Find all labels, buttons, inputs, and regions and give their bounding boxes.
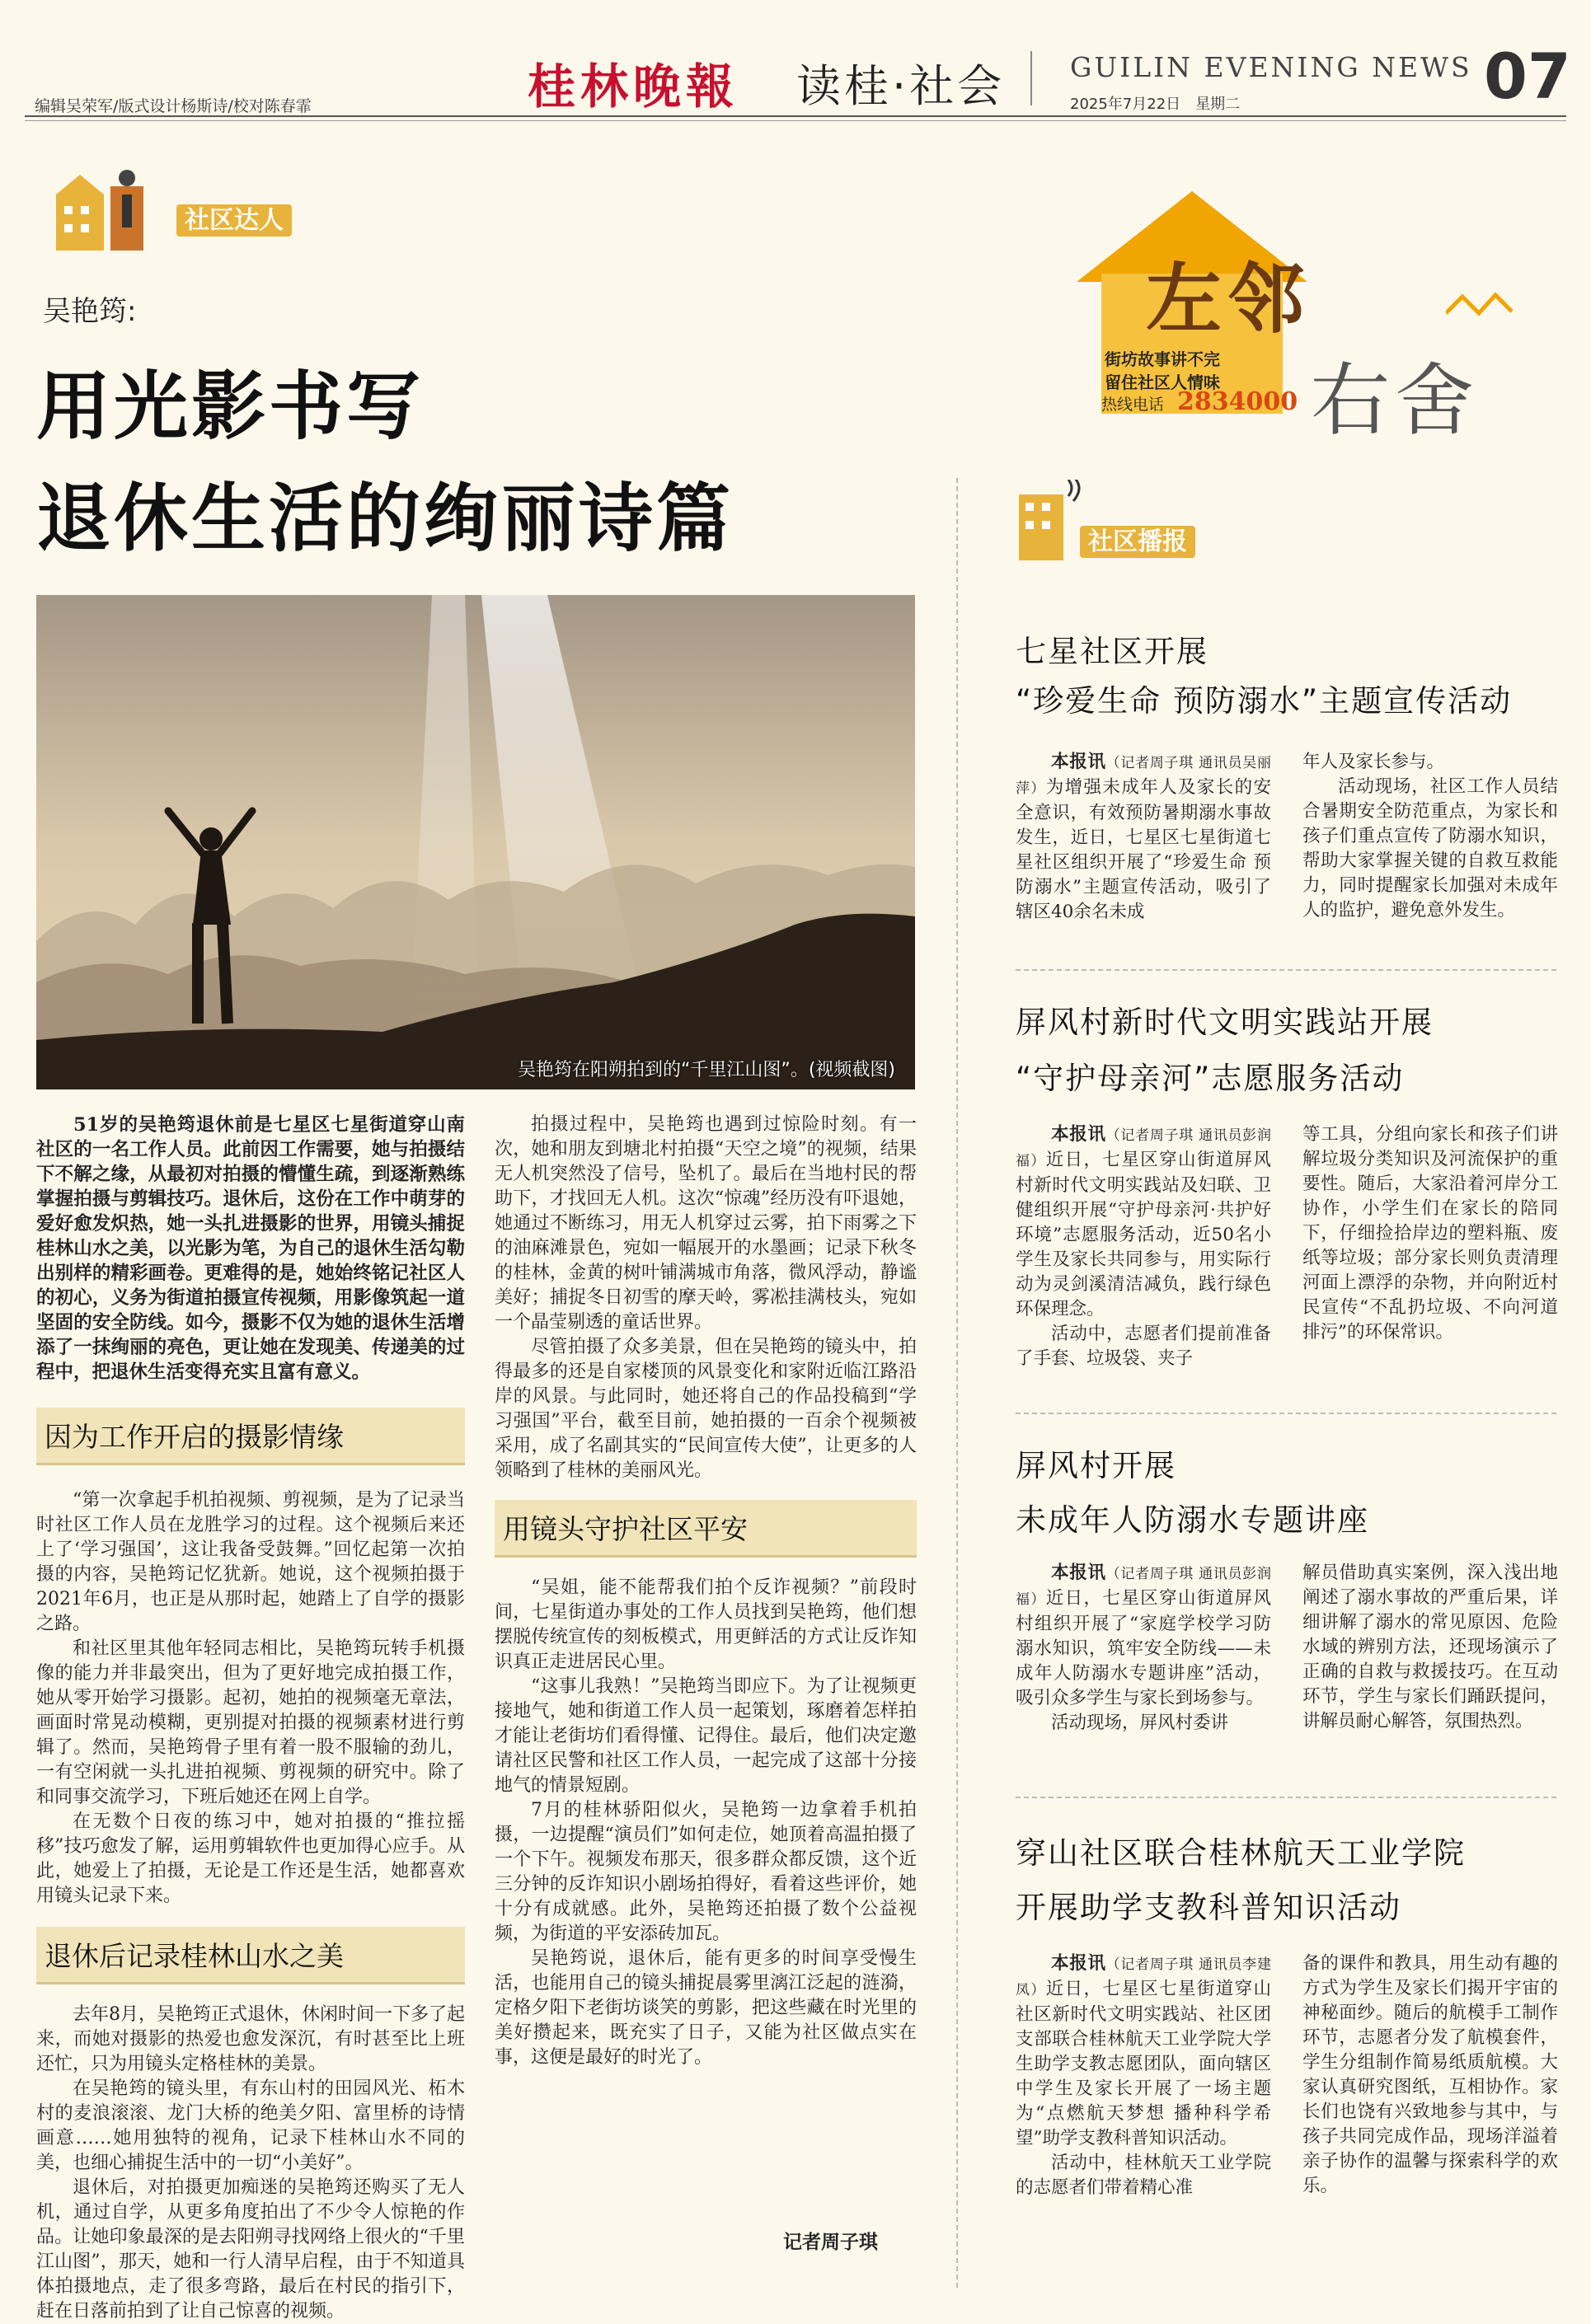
news-credit: （记者周子琪 通讯员彭润福）	[1016, 1566, 1271, 1608]
section-title: 读桂·社会	[796, 60, 1006, 112]
news-text: 近日，七星区穿山街道屏风村组织开展了“家庭学校学习防溺水知识，筑牢安全防线——未成年人防溺水专题讲座”活动，吸引众多学生与家长到场参与。	[1016, 1588, 1272, 1708]
page-number: 07	[1484, 40, 1571, 113]
news-1-col-b	[1302, 750, 1558, 923]
article-column-2	[495, 1113, 917, 2070]
news-byline: 本报讯	[1051, 752, 1106, 772]
broadcast-building-icon	[1014, 480, 1088, 565]
news-2-title-1: 屏风村新时代文明实践站开展	[1016, 1005, 1434, 1040]
paragraph: 在无数个日夜的练习中，她对拍摄的“推拉摇移”技巧愈发了解，运用剪辑软件也更加得心应手。从此，她爱上了拍摄，无论是工作还是生活，她都喜欢用镜头记录下来。	[36, 1811, 465, 1906]
hotline-label: 热线电话	[1101, 396, 1165, 414]
news-2-col-b	[1302, 1122, 1558, 1345]
masthead-logo: 桂林晚報	[528, 59, 739, 115]
promo-title-1: 左邻	[1146, 255, 1312, 344]
news-1-col-a	[1016, 750, 1271, 925]
news-text: 等工具，分组向家长和孩子们讲解垃圾分类知识及河流保护的重要性。随后，大家沿着河岸分工协作，小学生们在家长的陪同下，仔细捡拾岸边的塑料瓶、废纸等垃圾；部分家长则负责清理河面上漂浮的杂物，并向附近村民宣传“不乱扔垃圾、不向河道排污”的环保常识。	[1302, 1124, 1558, 1342]
news-3-col-b	[1302, 1561, 1558, 1734]
subhead-2: 退休后记录桂林山水之美	[36, 1927, 465, 1984]
article-column-1	[36, 1113, 465, 2324]
paragraph: “第一次拿起手机拍视频、剪视频，是为了记录当时社区工作人员在龙胜学习的过程。这个视频后来还上了‘学习强国’，这让我备受鼓舞。”回忆起第一次拍摄的内容，吴艳筠记忆犹新。她说，这个视频拍摄于2021年6月，也正是从那时起，她踏上了自学的摄影之路。	[36, 1490, 465, 1634]
news-divider	[1016, 1797, 1560, 1798]
news-3-title-2: 未成年人防溺水专题讲座	[1016, 1502, 1369, 1538]
subhead-1: 因为工作开启的摄影情缘	[36, 1408, 465, 1465]
english-name: GUILIN EVENING NEWS	[1070, 51, 1472, 83]
subhead-3: 用镜头守护社区平安	[495, 1500, 917, 1558]
photo-caption: 吴艳筠在阳朔拍到的“千里江山图”。(视频截图)	[518, 1060, 895, 1080]
news-text: 近日，七星区穿山街道屏风村新时代文明实践站及妇联、卫健组织开展“守护母亲河·共护好环境”志愿服务活动，近50名小学生及家长共同参与，用实际行动为灵剑溪清洁减负，践行绿色环保理念。	[1016, 1150, 1272, 1319]
paragraph: 尽管拍摄了众多美景，但在吴艳筠的镜头中，拍得最多的还是自家楼顶的风景变化和家附近临江路沿岸的风景。与此同时，她还将自己的作品投稿到“学习强国”平台，截至目前，她拍摄的一百余个视频被采用，成了名副其实的“民间宣传大使”，让更多的人领略到了桂林的美丽风光。	[495, 1337, 917, 1481]
news-4-title-2: 开展助学支教科普知识活动	[1016, 1890, 1401, 1925]
header-rule-thin	[25, 120, 1566, 121]
news-byline: 本报讯	[1051, 1124, 1106, 1145]
headline-line-1: 用光影书写	[36, 363, 424, 450]
editor-credits: 编辑吴荣军/版式设计杨斯诗/校对陈春霏	[35, 97, 312, 115]
paragraph: 7月的桂林骄阳似火，吴艳筠一边拿着手机拍摄，一边提醒“演员们”如何走位，她顶着高温拍摄了一个下午。视频发布那天，很多群众都反馈，这个近三分钟的反诈知识小剧场拍得好，看着这些评价，她十分有成就感。此外，吴艳筠还拍摄了数个公益视频，为街道的平安添砖加瓦。	[495, 1800, 917, 1944]
news-2-col-a	[1016, 1122, 1271, 1371]
paragraph: “这事儿我熟！”吴艳筠当即应下。为了让视频更接地气，她和街道工作人员一起策划，琢磨着怎样拍才能让老街坊们看得懂、记得住。最后，他们决定邀请社区民警和社区工作人员，一起完成了这部十分接地气的情景短剧。	[495, 1676, 917, 1796]
paragraph: 和社区里其他年轻同志相比，吴艳筠玩转手机摄像的能力并非最突出，但为了更好地完成拍摄工作，她从零开始学习摄影。起初，她拍的视频毫无章法，画面时常晃动模糊，更别提对拍摄的视频素材进行剪辑了。然而，吴艳筠骨子里有着一股不服输的劲儿，一有空闲就一头扎进拍视频、剪视频的研究中。除了和同事交流学习，下班后她还在网上自学。	[36, 1638, 465, 1807]
article-photo	[36, 595, 915, 1089]
news-4-col-a	[1016, 1952, 1271, 2200]
article-lead: 51岁的吴艳筠退休前是七星区七星街道穿山南社区的一名工作人员。此前因工作需要，她与拍摄结下不解之缘，从最初对拍摄的懵懂生疏，到逐渐熟练掌握拍摄与剪辑技巧。退休后，这份在工作中萌芽的爱好愈发炽热，她一头扎进摄影的世界，用镜头捕捉桂林山水之美，以光影为笔，为自己的退休生活勾勒出别样的精彩画卷。更难得的是，她始终铭记社区人的初心，义务为街道拍摄宣传视频，用影像筑起一道坚固的安全防线。如今，摄影不仅为她的退休生活增添了一抹绚丽的亮色，更让她在发现美、传递美的过程中，把退休生活变得充实且富有意义。	[36, 1114, 465, 1383]
issue-date: 2025年7月22日 星期二	[1070, 96, 1241, 113]
header-rule	[25, 115, 1566, 117]
news-2-title-2: “守护母亲河”志愿服务活动	[1016, 1061, 1405, 1096]
news-text: 备的课件和教具，用生动有趣的方式为学生及家长们揭开宇宙的神秘面纱。随后的航模手工制作环节，志愿者分发了航模套件，学生分组制作简易纸质航模。大家认真研究图纸，互相协作。家长们也饶有兴致地参与其中，与孩子共同完成作品，现场洋溢着亲子协作的温馨与探索科学的欢乐。	[1302, 1953, 1558, 2196]
news-text: 解员借助真实案例，深入浅出地阐述了溺水事故的严重后果，详细讲解了溺水的常见原因、危险水域的辨别方法，还现场演示了正确的自救与救援技巧。在互动环节，学生与家长们踊跃提问，讲解员耐心解答，氛围热烈。	[1302, 1563, 1558, 1731]
tag-community-news: 社区播报	[1080, 521, 1195, 557]
news-3-col-a	[1016, 1561, 1271, 1736]
promo-slogan-2: 留住社区人情味	[1105, 372, 1220, 392]
hotline-number: 2834000	[1177, 387, 1298, 416]
promo-slogan-1: 街坊故事讲不完	[1105, 349, 1220, 369]
news-divider	[1016, 969, 1560, 971]
paragraph: 去年8月，吴艳筠正式退休，休闲时间一下多了起来，而她对摄影的热爱也愈发深沉，有时甚至比上班还忙，只为用镜头定格桂林的美景。	[36, 2004, 465, 2074]
building-person-icon	[49, 162, 165, 255]
news-text: 活动中，桂林航天工业学院的志愿者们带着精心准	[1016, 2153, 1271, 2198]
header-divider	[1030, 51, 1032, 105]
news-3-title-1: 屏风村开展	[1016, 1448, 1176, 1483]
paragraph: “吴姐，能不能帮我们拍个反诈视频？”前段时间，七星街道办事处的工作人员找到吴艳筠，他们想摆脱传统宣传的刻板模式，用更鲜活的方式让反诈知识真正走进居民心里。	[495, 1577, 917, 1672]
landscape-photo	[36, 595, 915, 1089]
column-divider	[956, 478, 958, 2291]
news-text: 为增强未成年人及家长的安全意识，有效预防暑期溺水事故发生，近日，七星区七星街道七星社区组织开展了“珍爱生命 预防溺水”主题宣传活动，吸引了辖区40余名未成	[1016, 777, 1272, 922]
tag-community-talent: 社区达人	[176, 199, 292, 236]
news-byline: 本报讯	[1051, 1563, 1106, 1583]
article-author: 记者周子琪	[783, 2232, 878, 2253]
news-byline: 本报讯	[1051, 1953, 1106, 1974]
paragraph: 吴艳筠说，退休后，能有更多的时间享受慢生活，也能用自己的镜头捕捉晨雾里漓江泛起的涟漪，定格夕阳下老街坊谈笑的剪影，把这些藏在时光里的美好攒起来，既充实了日子，又能为社区做点实在事，这便是最好的时光了。	[495, 1948, 917, 2068]
news-text: 活动现场，社区工作人员结合暑期安全防范重点，为家长和孩子们重点宣传了防溺水知识，帮助大家掌握关键的自救互救能力，同时提醒家长加强对未成年人的监护，避免意外发生。	[1302, 776, 1558, 921]
news-1-title-2: “珍爱生命 预防溺水”主题宣传活动	[1016, 683, 1513, 719]
paragraph: 在吴艳筠的镜头里，有东山村的田园风光、柘木村的麦浪滚滚、龙门大桥的绝美夕阳、富里桥的诗情画意……她用独特的视角，记录下桂林山水不同的美，也细心捕捉生活中的一切“小美好”。	[36, 2078, 465, 2173]
promo-title-2: 右舍	[1311, 354, 1479, 447]
headline-line-2: 退休生活的绚丽诗篇	[36, 476, 734, 562]
chimney-icon	[1446, 288, 1520, 325]
news-text: 活动现场，屏风村委讲	[1051, 1713, 1229, 1733]
news-4-title-1: 穿山社区联合桂林航天工业学院	[1016, 1835, 1466, 1871]
news-text: 活动中，志愿者们提前准备了手套、垃圾袋、夹子	[1016, 1324, 1271, 1369]
article-kicker: 吴艳筠:	[43, 295, 137, 328]
news-1-title-1: 七星社区开展	[1016, 634, 1209, 669]
news-credit: （记者周子琪 通讯员彭润福）	[1016, 1127, 1271, 1169]
news-credit: （记者周子琪 通讯员李建凤）	[1016, 1956, 1271, 1998]
paragraph: 退休后，对拍摄更加痴迷的吴艳筠还购买了无人机，通过自学，从更多角度拍出了不少令人惊艳的作品。让她印象最深的是去阳朔寻找网络上很火的“千里江山图”，那天，她和一行人清早启程，由于不知道具体拍摄地点，走了很多弯路，最后在村民的指引下，赶在日落前拍到了让自己惊喜的视频。	[36, 2177, 465, 2322]
news-divider	[1016, 1413, 1560, 1414]
news-text: 近日，七星区七星街道穿山社区新时代文明实践站、社区团支部联合桂林航天工业学院大学生助学支教志愿团队，面向辖区中学生及家长开展了一场主题为“点燃航天梦想 播种科学希望”助学支教科普知识活动。	[1016, 1979, 1272, 2148]
news-text: 年人及家长参与。	[1302, 752, 1445, 772]
paragraph: 拍摄过程中，吴艳筠也遇到过惊险时刻。有一次，她和朋友到塘北村拍摄“天空之境”的视频，结果无人机突然没了信号，坠机了。最后在当地村民的帮助下，才找回无人机。这次“惊魂”经历没有吓退她，她通过不断练习，用无人机穿过云雾，拍下雨雾之下的油麻滩景色，宛如一幅展开的水墨画；记录下秋冬的桂林，金黄的树叶铺满城市角落，微风浮动，静谧美好；捕捉冬日初雪的摩天岭，雾凇挂满枝头，宛如一个晶莹剔透的童话世界。	[495, 1114, 917, 1333]
news-credit: （记者周子琪 通讯员吴丽萍）	[1016, 755, 1271, 797]
news-4-col-b	[1302, 1952, 1558, 2199]
